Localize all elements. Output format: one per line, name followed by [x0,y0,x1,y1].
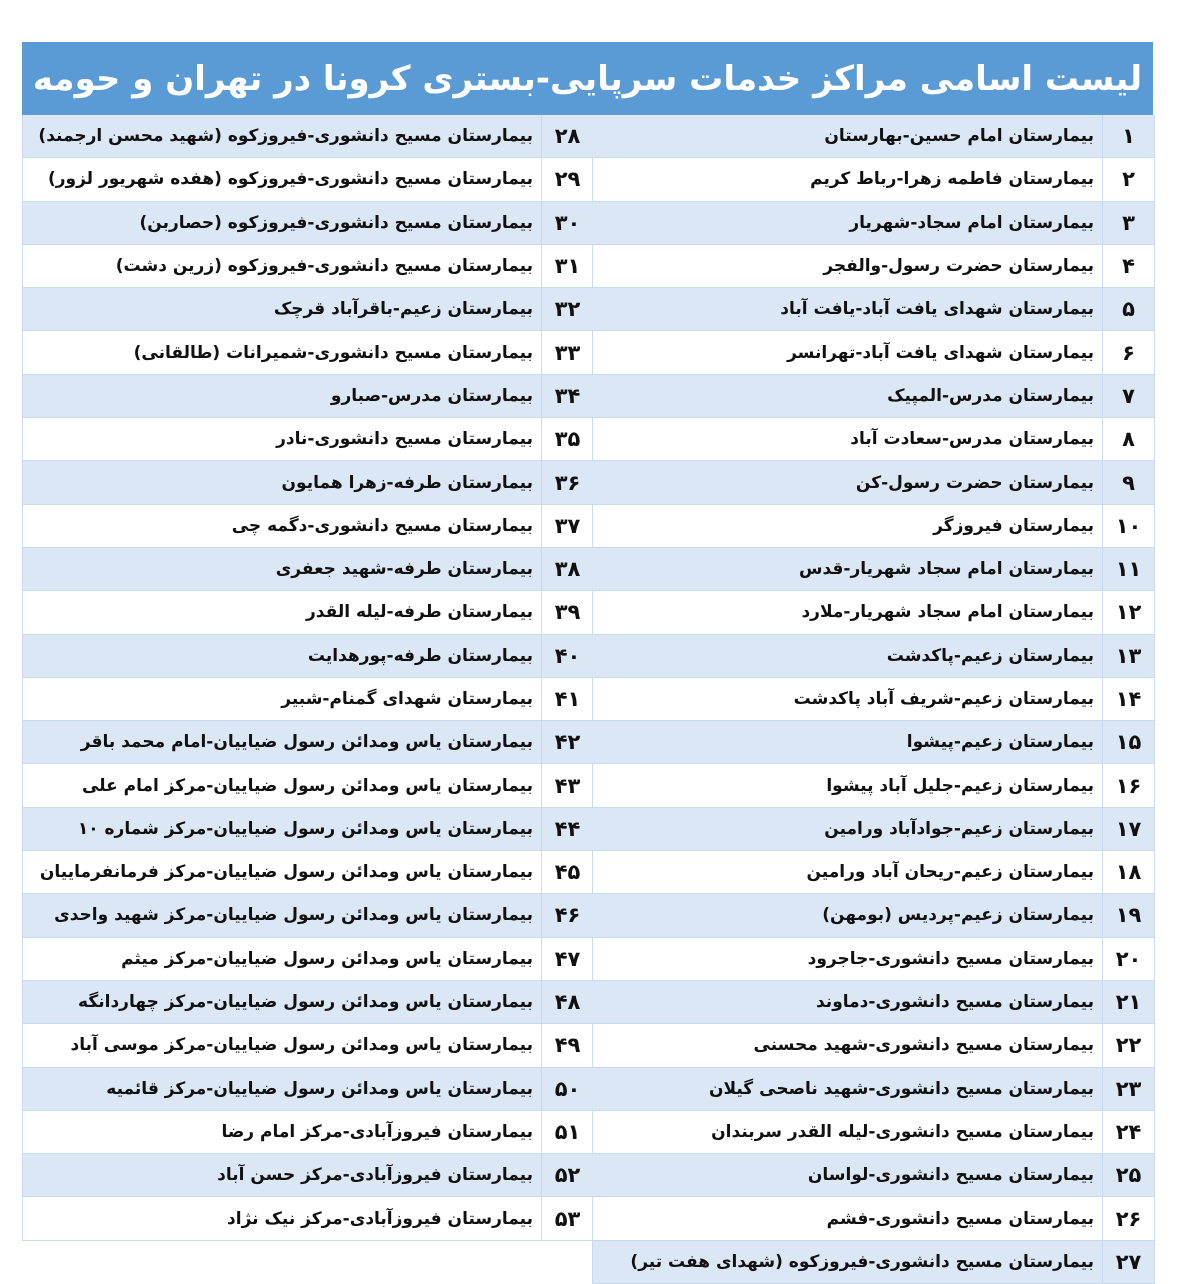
hospital-name: بیمارستان امام سجاد شهریار-قدس [798,559,1094,580]
hospital-name: بیمارستان مسیح دانشوری-فیروزکوه (شهدای هفت تیر) [630,1251,1094,1272]
hospital-name: بیمارستان مدرس-سعادت آباد [850,429,1094,450]
table-row [23,288,593,331]
hospital-name: بیمارستان مسیح دانشوری-فیروزکوه (شهید محسن ارجمند) [38,126,533,147]
row-number: ۱۱ [1102,548,1154,590]
row-number: ۳۸ [541,548,593,590]
hospital-name: بیمارستان فیروزگر [933,515,1094,536]
hospital-name: بیمارستان یاس ومدائن رسول ضیاییان-مرکز میثم [121,948,533,969]
hospital-name: بیمارستان حضرت رسول-کن [855,472,1094,493]
table-row [23,331,593,374]
hospital-name: بیمارستان زعیم-پاکدشت [886,645,1094,666]
row-number: ۲ [1102,158,1154,200]
table-row [593,461,1154,504]
row-number: ۳۵ [541,418,593,460]
hospital-name: بیمارستان فیروزآبادی-مرکز نیک نژاد [227,1208,533,1229]
hospital-name: بیمارستان زعیم-جوادآباد ورامین [824,818,1094,839]
table-row [593,591,1154,634]
hospital-name: بیمارستان مسیح دانشوری-شمیرانات (طالقانی) [133,342,533,363]
row-number: ۴۱ [541,678,593,720]
table-row [593,635,1154,678]
table-row [593,721,1154,764]
hospital-name: بیمارستان زعیم-پردیس (بومهن) [822,905,1094,926]
hospital-name: بیمارستان یاس ومدائن رسول ضیاییان-مرکز امام علی [81,775,533,796]
hospital-name: بیمارستان مدرس-المپیک [887,385,1094,406]
row-number: ۱۷ [1102,808,1154,850]
table-row [593,1197,1154,1240]
table-row [23,678,593,721]
table-row [23,505,593,548]
hospital-name: بیمارستان یاس ومدائن رسول ضیاییان-مرکز شماره ۱۰ [77,818,533,839]
table-row [593,1241,1154,1284]
row-number: ۳۱ [541,245,593,287]
row-number: ۳ [1102,202,1154,244]
row-number: ۳۶ [541,461,593,503]
hospital-name: بیمارستان یاس ومدائن رسول ضیاییان-مرکز قائمیه [106,1078,533,1099]
table-row [593,418,1154,461]
table-row [593,1111,1154,1154]
row-number: ۲۵ [1102,1154,1154,1196]
table-row [593,981,1154,1024]
row-number: ۳۴ [541,375,593,417]
row-number: ۱۹ [1102,894,1154,936]
table-row [593,678,1154,721]
table-row [23,764,593,807]
row-number: ۴۷ [541,938,593,980]
table-row [23,808,593,851]
hospital-name: بیمارستان زعیم-باقرآباد قرچک [273,299,533,320]
row-number: ۱۶ [1102,764,1154,806]
row-number: ۴۵ [541,851,593,893]
table-row [23,115,593,158]
row-number: ۱۵ [1102,721,1154,763]
table-row [23,851,593,894]
table-row [593,202,1154,245]
table-row [23,202,593,245]
hospital-name: بیمارستان فاطمه زهرا-رباط کریم [810,169,1094,190]
table-row [593,288,1154,331]
hospital-name: بیمارستان شهدای یافت آباد-یافت آباد [780,299,1094,320]
row-number: ۲۴ [1102,1111,1154,1153]
table-row [23,158,593,201]
hospital-name: بیمارستان طرفه-لیله القدر [306,602,533,623]
hospital-name: بیمارستان مسیح دانشوری-فیروزکوه (هفده شهریور لزور) [47,169,533,190]
table-row [23,375,593,418]
hospital-name: بیمارستان طرفه-پورهدایت [307,645,533,666]
table-row [23,1197,593,1240]
row-number: ۲۹ [541,158,593,200]
row-number: ۴۲ [541,721,593,763]
table-row [23,591,593,634]
row-number: ۲۰ [1102,938,1154,980]
hospital-name: بیمارستان مسیح دانشوری-نادر [276,429,533,450]
row-number: ۲۲ [1102,1024,1154,1066]
row-number: ۲۱ [1102,981,1154,1023]
table-row [23,548,593,591]
hospital-name: بیمارستان مسیح دانشوری-دگمه چی [231,515,533,536]
hospital-name: بیمارستان زعیم-جلیل آباد پیشوا [826,775,1094,796]
hospital-name: بیمارستان فیروزآبادی-مرکز امام رضا [221,1121,533,1142]
hospital-name: بیمارستان مسیح دانشوری-فشم [826,1208,1094,1229]
row-number: ۴۳ [541,764,593,806]
row-number: ۳۰ [541,202,593,244]
row-number: ۵ [1102,288,1154,330]
table-row [23,1111,593,1154]
hospital-name: بیمارستان مدرس-صبارو [330,385,533,406]
table-title: لیست اسامی مراکز خدمات سرپایی-بستری کرونا در تهران و حومه [22,42,1153,115]
table-row [593,548,1154,591]
table-row [593,894,1154,937]
row-number: ۵۱ [541,1111,593,1153]
row-number: ۱۸ [1102,851,1154,893]
table-row [593,505,1154,548]
row-number: ۹ [1102,461,1154,503]
row-number: ۲۸ [541,115,593,157]
table-row [23,721,593,764]
row-number: ۵۰ [541,1068,593,1110]
hospital-name: بیمارستان حضرت رسول-والفجر [823,256,1094,277]
hospital-name: بیمارستان طرفه-زهرا همایون [281,472,533,493]
row-number: ۴۰ [541,635,593,677]
row-number: ۳۹ [541,591,593,633]
table-row [593,331,1154,374]
table-row [593,764,1154,807]
table-row [23,461,593,504]
row-number: ۱۳ [1102,635,1154,677]
hospital-name: بیمارستان یاس ومدائن رسول ضیاییان-مرکز چهاردانگه [78,992,533,1013]
row-number: ۱۴ [1102,678,1154,720]
row-number: ۳۳ [541,331,593,373]
table-row [593,1024,1154,1067]
hospital-name: بیمارستان شهدای گمنام-شبیر [281,689,533,709]
row-number: ۴ [1102,245,1154,287]
row-number: ۴۴ [541,808,593,850]
row-number: ۲۶ [1102,1197,1154,1239]
row-number: ۴۸ [541,981,593,1023]
table-row [593,1154,1154,1197]
hospital-name: بیمارستان فیروزآبادی-مرکز حسن آباد [217,1165,533,1186]
row-number: ۵۳ [541,1197,593,1239]
table-row [593,938,1154,981]
hospital-name: بیمارستان مسیح دانشوری-لیله القدر سربندان [711,1121,1094,1142]
hospital-name: بیمارستان شهدای یافت آباد-تهرانسر [787,342,1094,363]
hospital-name: بیمارستان زعیم-ریحان آباد ورامین [806,862,1094,883]
row-number: ۴۹ [541,1024,593,1066]
table-row [23,635,593,678]
hospital-name: بیمارستان مسیح دانشوری-شهید ناصحی گیلان [708,1078,1094,1099]
hospital-name: بیمارستان یاس ومدائن رسول ضیاییان-مرکز شهید واحدی [54,905,533,926]
row-number: ۳۷ [541,505,593,547]
row-number: ۵۲ [541,1154,593,1196]
row-number: ۱ [1102,115,1154,157]
hospital-list-left [22,115,593,1241]
row-number: ۱۰ [1102,505,1154,547]
row-number: ۲۷ [1102,1241,1154,1283]
table-row [593,245,1154,288]
hospital-name: بیمارستان مسیح دانشوری-جاجرود [807,948,1094,969]
hospital-name: بیمارستان امام سجاد-شهریار [849,212,1094,233]
table-row [23,981,593,1024]
hospital-name: بیمارستان زعیم-شریف آباد پاکدشت [793,689,1094,709]
row-number: ۸ [1102,418,1154,460]
hospital-name: بیمارستان یاس ومدائن رسول ضیاییان-امام محمد باقر [80,732,533,753]
table-row [593,158,1154,201]
hospital-name: بیمارستان یاس ومدائن رسول ضیاییان-مرکز موسی آباد [70,1035,533,1056]
table-row [23,1024,593,1067]
table-row [593,808,1154,851]
table-row [593,1068,1154,1111]
hospital-name: بیمارستان مسیح دانشوری-دماوند [815,992,1094,1013]
hospital-name: بیمارستان مسیح دانشوری-لواسان [807,1165,1094,1186]
row-number: ۶ [1102,331,1154,373]
row-number: ۱۲ [1102,591,1154,633]
hospital-name: بیمارستان مسیح دانشوری-شهید محسنی [753,1035,1094,1056]
hospital-name: بیمارستان امام حسین-بهارستان [824,126,1094,147]
table-row [23,894,593,937]
row-number: ۴۶ [541,894,593,936]
table-row [593,115,1154,158]
table-row [593,375,1154,418]
hospital-name: بیمارستان یاس ومدائن رسول ضیاییان-مرکز فرمانفرماییان [39,862,533,883]
table-row [593,851,1154,894]
hospital-name: بیمارستان طرفه-شهید جعفری [275,559,533,580]
table-row [23,1154,593,1197]
hospital-name: بیمارستان زعیم-پیشوا [906,732,1094,753]
table-row [23,1068,593,1111]
table-row [23,938,593,981]
hospital-name: بیمارستان مسیح دانشوری-فیروزکوه (زرین دشت) [115,256,533,277]
table-row [23,418,593,461]
hospital-list-right [592,115,1155,1284]
row-number: ۲۳ [1102,1068,1154,1110]
row-number: ۷ [1102,375,1154,417]
row-number: ۳۲ [541,288,593,330]
hospital-name: بیمارستان مسیح دانشوری-فیروزکوه (حصاربن) [139,212,533,233]
hospital-name: بیمارستان امام سجاد شهریار-ملارد [801,602,1094,623]
table-row [23,245,593,288]
